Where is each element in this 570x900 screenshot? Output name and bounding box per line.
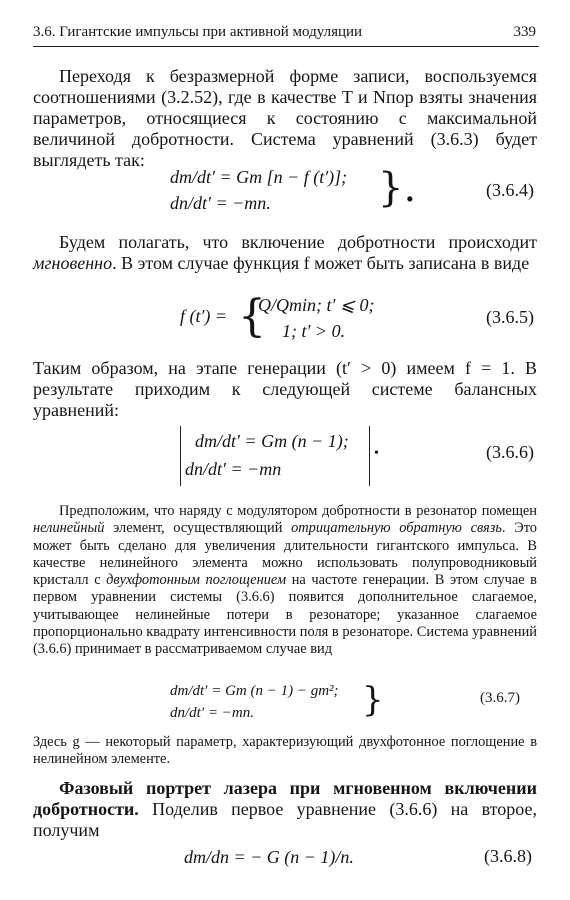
section-title: 3.6. Гигантские импульсы при активной модуляции — [33, 24, 363, 40]
paragraph-switching — [33, 232, 537, 274]
paragraph-phase-portrait — [33, 778, 537, 841]
equation-3-6-6-line1: dm/dt′ = Gm (n − 1); — [195, 431, 349, 451]
nonlinear-emphasis-2: отрицательную обратную связь — [291, 520, 502, 537]
equation-3-6-6-box — [180, 426, 370, 486]
nonlinear-text-1: Предположим, что наряду с модулятором добротности в резонатор помещен — [59, 503, 537, 519]
paragraph-switching-emphasis: мгновенно — [33, 253, 113, 273]
paragraph-switching-text-b: . В этом случае функция f может быть записана в виде — [112, 253, 530, 273]
paragraph-nonlinear — [33, 503, 537, 659]
paragraph-generation — [33, 358, 537, 421]
equation-3-6-8-expression: dm/dn = − G (n − 1)/n. — [184, 847, 354, 867]
paragraph-generation-text: Таким образом, на этапе генерации (t′ > 0) имеем f = 1. В результате приходим к следующей системе балансных уравнений: — [33, 358, 537, 420]
paragraph-switching-text-a: Будем полагать, что включение добротности происходит — [59, 232, 537, 252]
nonlinear-emphasis-1: нелинейный — [33, 520, 105, 537]
paragraph-parameter-g-text: Здесь g — некоторый параметр, характеризующий двухфотонное поглощение в нелинейном элементе. — [33, 734, 537, 768]
equation-3-6-5-brace: { — [238, 291, 266, 342]
equation-3-6-6-dot: • — [374, 446, 379, 461]
equation-3-6-5-row1: Q/Qmin; t′ ⩽ 0; — [258, 295, 375, 315]
paragraph-parameter-g — [33, 734, 537, 769]
equation-3-6-6-number: (3.6.6) — [486, 442, 534, 462]
equation-3-6-4-number: (3.6.4) — [486, 180, 534, 200]
nonlinear-text-4: на частоте генерации. В этом случае в первом уравнении системы (3.6.6) появится дополнительное слагаемое, учитывающее нелинейные потери в резонаторе; указанное слагаемое пропорционально квадрату интенсивности поля в резонаторе. Система уравнений (3.6.6) принимает в рассматриваемом случае вид — [33, 572, 537, 658]
equation-3-6-5-row2: 1; t′ > 0. — [282, 321, 346, 341]
nonlinear-text-2: элемент, осуществляющий — [104, 520, 292, 537]
equation-3-6-7-line1: dm/dt′ = Gm (n − 1) − gm²; — [170, 683, 339, 699]
equation-3-6-4-brace: }. — [378, 165, 417, 211]
equation-3-6-4-line1: dm/dt′ = Gm [n − f (t′)]; — [170, 167, 348, 187]
equation-3-6-8-number: (3.6.8) — [484, 846, 532, 866]
equation-3-6-4-line2: dn/dt′ = −mn. — [170, 193, 271, 213]
page-number: 339 — [513, 24, 536, 40]
equation-3-6-5-number: (3.6.5) — [486, 307, 534, 327]
equation-3-6-7-line2: dn/dt′ = −mn. — [170, 705, 254, 721]
paragraph-intro — [33, 66, 537, 171]
equation-3-6-7-number: (3.6.7) — [480, 690, 520, 706]
nonlinear-emphasis-3: двухфотонным поглощением — [106, 572, 287, 589]
nonlinear-text-3: . Это может быть сделано для увеличения длительности гигантского импульса. В качестве нелинейного элемента можно использовать полупроводниковый кристалл с — [33, 520, 537, 589]
equation-3-6-7-brace: } — [362, 680, 384, 720]
phase-portrait-text: Поделив первое уравнение (3.6.6) на второе, получим — [33, 799, 537, 840]
phase-portrait-heading: Фазовый портрет лазера при мгновенном включении добротности. — [33, 778, 537, 819]
header-rule — [33, 46, 539, 47]
running-header — [33, 22, 539, 48]
paragraph-intro-text: Переходя к безразмерной форме записи, воспользуемся соотношениями (3.2.52), где в качестве T и Nпор взяты значения параметров, относящиеся к состоянию с максимальной величиной добротности. Система уравнений (3.6.3) будет выглядеть так: — [33, 66, 537, 170]
equation-3-6-6-line2: dn/dt′ = −mn — [185, 459, 282, 479]
equation-3-6-5-lhs: f (t′) = — [180, 306, 228, 326]
